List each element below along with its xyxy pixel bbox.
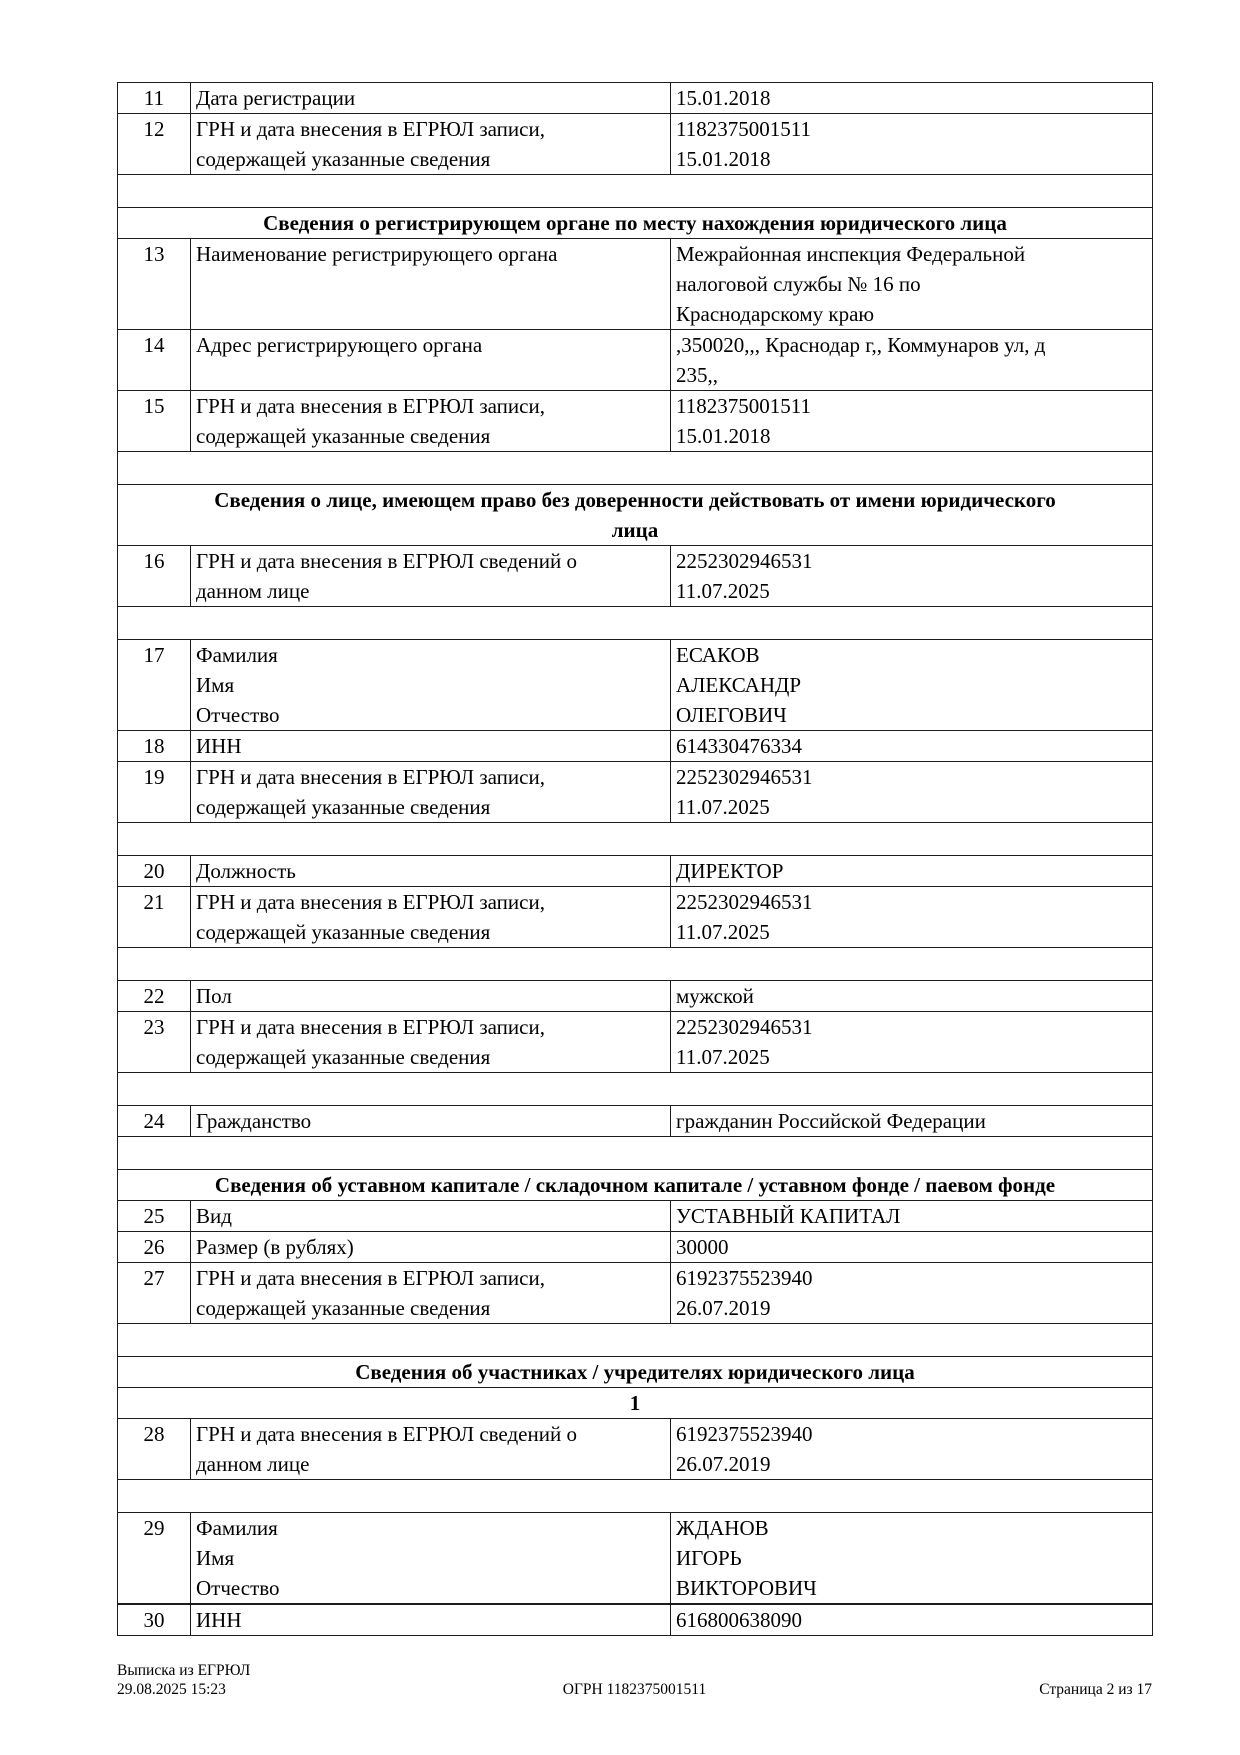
row-number: 15 bbox=[118, 391, 191, 452]
row-number: 13 bbox=[118, 239, 191, 330]
row-value: 1182375001511 15.01.2018 bbox=[671, 391, 1153, 452]
egrul-extract-table bbox=[117, 82, 1153, 1636]
row-number: 20 bbox=[118, 856, 191, 887]
table-row-30 bbox=[118, 1604, 1153, 1636]
row-label: ГРН и дата внесения в ЕГРЮЛ записи, содержащей указанные сведения bbox=[191, 1263, 671, 1324]
row-label: ГРН и дата внесения в ЕГРЮЛ записи, содержащей указанные сведения bbox=[191, 1012, 671, 1073]
section-header: Сведения о регистрирующем органе по месту нахождения юридического лица bbox=[118, 208, 1153, 239]
row-label: Гражданство bbox=[191, 1106, 671, 1137]
row-value: 2252302946531 11.07.2025 bbox=[671, 762, 1153, 823]
row-label: ГРН и дата внесения в ЕГРЮЛ записи, содержащей указанные сведения bbox=[191, 391, 671, 452]
row-label: Дата регистрации bbox=[191, 83, 671, 114]
row-value: ДИРЕКТОР bbox=[671, 856, 1153, 887]
row-label: Вид bbox=[191, 1201, 671, 1232]
row-number: 24 bbox=[118, 1106, 191, 1137]
row-value: 2252302946531 11.07.2025 bbox=[671, 1012, 1153, 1073]
footer-ogrn: ОГРН 1182375001511 bbox=[562, 1681, 707, 1698]
section-header: Сведения о лице, имеющем право без доверенности действовать от имени юридического лица bbox=[118, 485, 1153, 546]
row-number: 14 bbox=[118, 330, 191, 391]
table-row-29 bbox=[118, 1513, 1153, 1605]
table-row-25 bbox=[118, 1201, 1153, 1232]
spacer-row bbox=[118, 1137, 1153, 1170]
table-row-12 bbox=[118, 114, 1153, 175]
spacer-row bbox=[118, 1480, 1153, 1513]
table-row-21 bbox=[118, 887, 1153, 948]
row-label: Должность bbox=[191, 856, 671, 887]
table-row-22 bbox=[118, 981, 1153, 1012]
row-number: 29 bbox=[118, 1513, 191, 1605]
row-number: 21 bbox=[118, 887, 191, 948]
row-value: УСТАВНЫЙ КАПИТАЛ bbox=[671, 1201, 1153, 1232]
row-number: 23 bbox=[118, 1012, 191, 1073]
section-header: Сведения об уставном капитале / складочном капитале / уставном фонде / паевом фонде bbox=[118, 1170, 1153, 1201]
row-label: Фамилия Имя Отчество bbox=[191, 640, 671, 731]
row-label: ГРН и дата внесения в ЕГРЮЛ записи, содержащей указанные сведения bbox=[191, 762, 671, 823]
row-value: 15.01.2018 bbox=[671, 83, 1153, 114]
spacer-row bbox=[118, 452, 1153, 485]
table-row-16 bbox=[118, 546, 1153, 607]
row-value: 6192375523940 26.07.2019 bbox=[671, 1419, 1153, 1480]
row-number: 30 bbox=[118, 1604, 191, 1636]
footer-doc-title: Выписка из ЕГРЮЛ bbox=[117, 1662, 251, 1679]
row-number: 26 bbox=[118, 1232, 191, 1263]
row-value: Межрайонная инспекция Федеральной налоговой службы № 16 по Краснодарскому краю bbox=[671, 239, 1153, 330]
table-row-19 bbox=[118, 762, 1153, 823]
spacer-row bbox=[118, 607, 1153, 640]
footer-datetime: 29.08.2025 15:23 bbox=[117, 1681, 226, 1698]
table-row-23 bbox=[118, 1012, 1153, 1073]
table-row-24 bbox=[118, 1106, 1153, 1137]
table-row-18 bbox=[118, 731, 1153, 762]
row-number: 22 bbox=[118, 981, 191, 1012]
row-value: 616800638090 bbox=[671, 1604, 1153, 1636]
spacer-row bbox=[118, 175, 1153, 208]
table-row-17 bbox=[118, 640, 1153, 731]
row-value: ЖДАНОВ ИГОРЬ ВИКТОРОВИЧ bbox=[671, 1513, 1153, 1605]
participant-index: 1 bbox=[118, 1388, 1153, 1419]
row-value: 1182375001511 15.01.2018 bbox=[671, 114, 1153, 175]
row-label: ГРН и дата внесения в ЕГРЮЛ записи, содержащей указанные сведения bbox=[191, 887, 671, 948]
row-value: 30000 bbox=[671, 1232, 1153, 1263]
spacer-row bbox=[118, 1324, 1153, 1357]
row-number: 17 bbox=[118, 640, 191, 731]
row-number: 19 bbox=[118, 762, 191, 823]
row-number: 11 bbox=[118, 83, 191, 114]
table-row-13 bbox=[118, 239, 1153, 330]
row-label: ИНН bbox=[191, 1604, 671, 1636]
row-value: 614330476334 bbox=[671, 731, 1153, 762]
spacer-row bbox=[118, 948, 1153, 981]
row-number: 27 bbox=[118, 1263, 191, 1324]
row-value: 6192375523940 26.07.2019 bbox=[671, 1263, 1153, 1324]
row-value: гражданин Российской Федерации bbox=[671, 1106, 1153, 1137]
row-value: 2252302946531 11.07.2025 bbox=[671, 887, 1153, 948]
egrul-table-body bbox=[118, 83, 1153, 1636]
table-row-28 bbox=[118, 1419, 1153, 1480]
table-row-11 bbox=[118, 83, 1153, 114]
row-label: Фамилия Имя Отчество bbox=[191, 1513, 671, 1605]
section-header: Сведения об участниках / учредителях юридического лица bbox=[118, 1357, 1153, 1388]
spacer-row bbox=[118, 1073, 1153, 1106]
row-label: Пол bbox=[191, 981, 671, 1012]
row-label: ГРН и дата внесения в ЕГРЮЛ записи, содержащей указанные сведения bbox=[191, 114, 671, 175]
spacer-row bbox=[118, 823, 1153, 856]
row-number: 28 bbox=[118, 1419, 191, 1480]
row-number: 25 bbox=[118, 1201, 191, 1232]
row-number: 12 bbox=[118, 114, 191, 175]
footer-page-number: Страница 2 из 17 bbox=[1039, 1681, 1152, 1698]
row-label: ГРН и дата внесения в ЕГРЮЛ сведений о данном лице bbox=[191, 546, 671, 607]
row-label: ГРН и дата внесения в ЕГРЮЛ сведений о данном лице bbox=[191, 1419, 671, 1480]
row-value: мужской bbox=[671, 981, 1153, 1012]
row-value: 2252302946531 11.07.2025 bbox=[671, 546, 1153, 607]
row-label: Адрес регистрирующего органа bbox=[191, 330, 671, 391]
row-value: ,350020,,, Краснодар г,, Коммунаров ул, д 235,, bbox=[671, 330, 1153, 391]
row-number: 18 bbox=[118, 731, 191, 762]
table-row-27 bbox=[118, 1263, 1153, 1324]
table-row-15 bbox=[118, 391, 1153, 452]
row-value: ЕСАКОВ АЛЕКСАНДР ОЛЕГОВИЧ bbox=[671, 640, 1153, 731]
table-row-14 bbox=[118, 330, 1153, 391]
row-number: 16 bbox=[118, 546, 191, 607]
row-label: Размер (в рублях) bbox=[191, 1232, 671, 1263]
table-row-26 bbox=[118, 1232, 1153, 1263]
row-label: ИНН bbox=[191, 731, 671, 762]
table-row-20 bbox=[118, 856, 1153, 887]
row-label: Наименование регистрирующего органа bbox=[191, 239, 671, 330]
